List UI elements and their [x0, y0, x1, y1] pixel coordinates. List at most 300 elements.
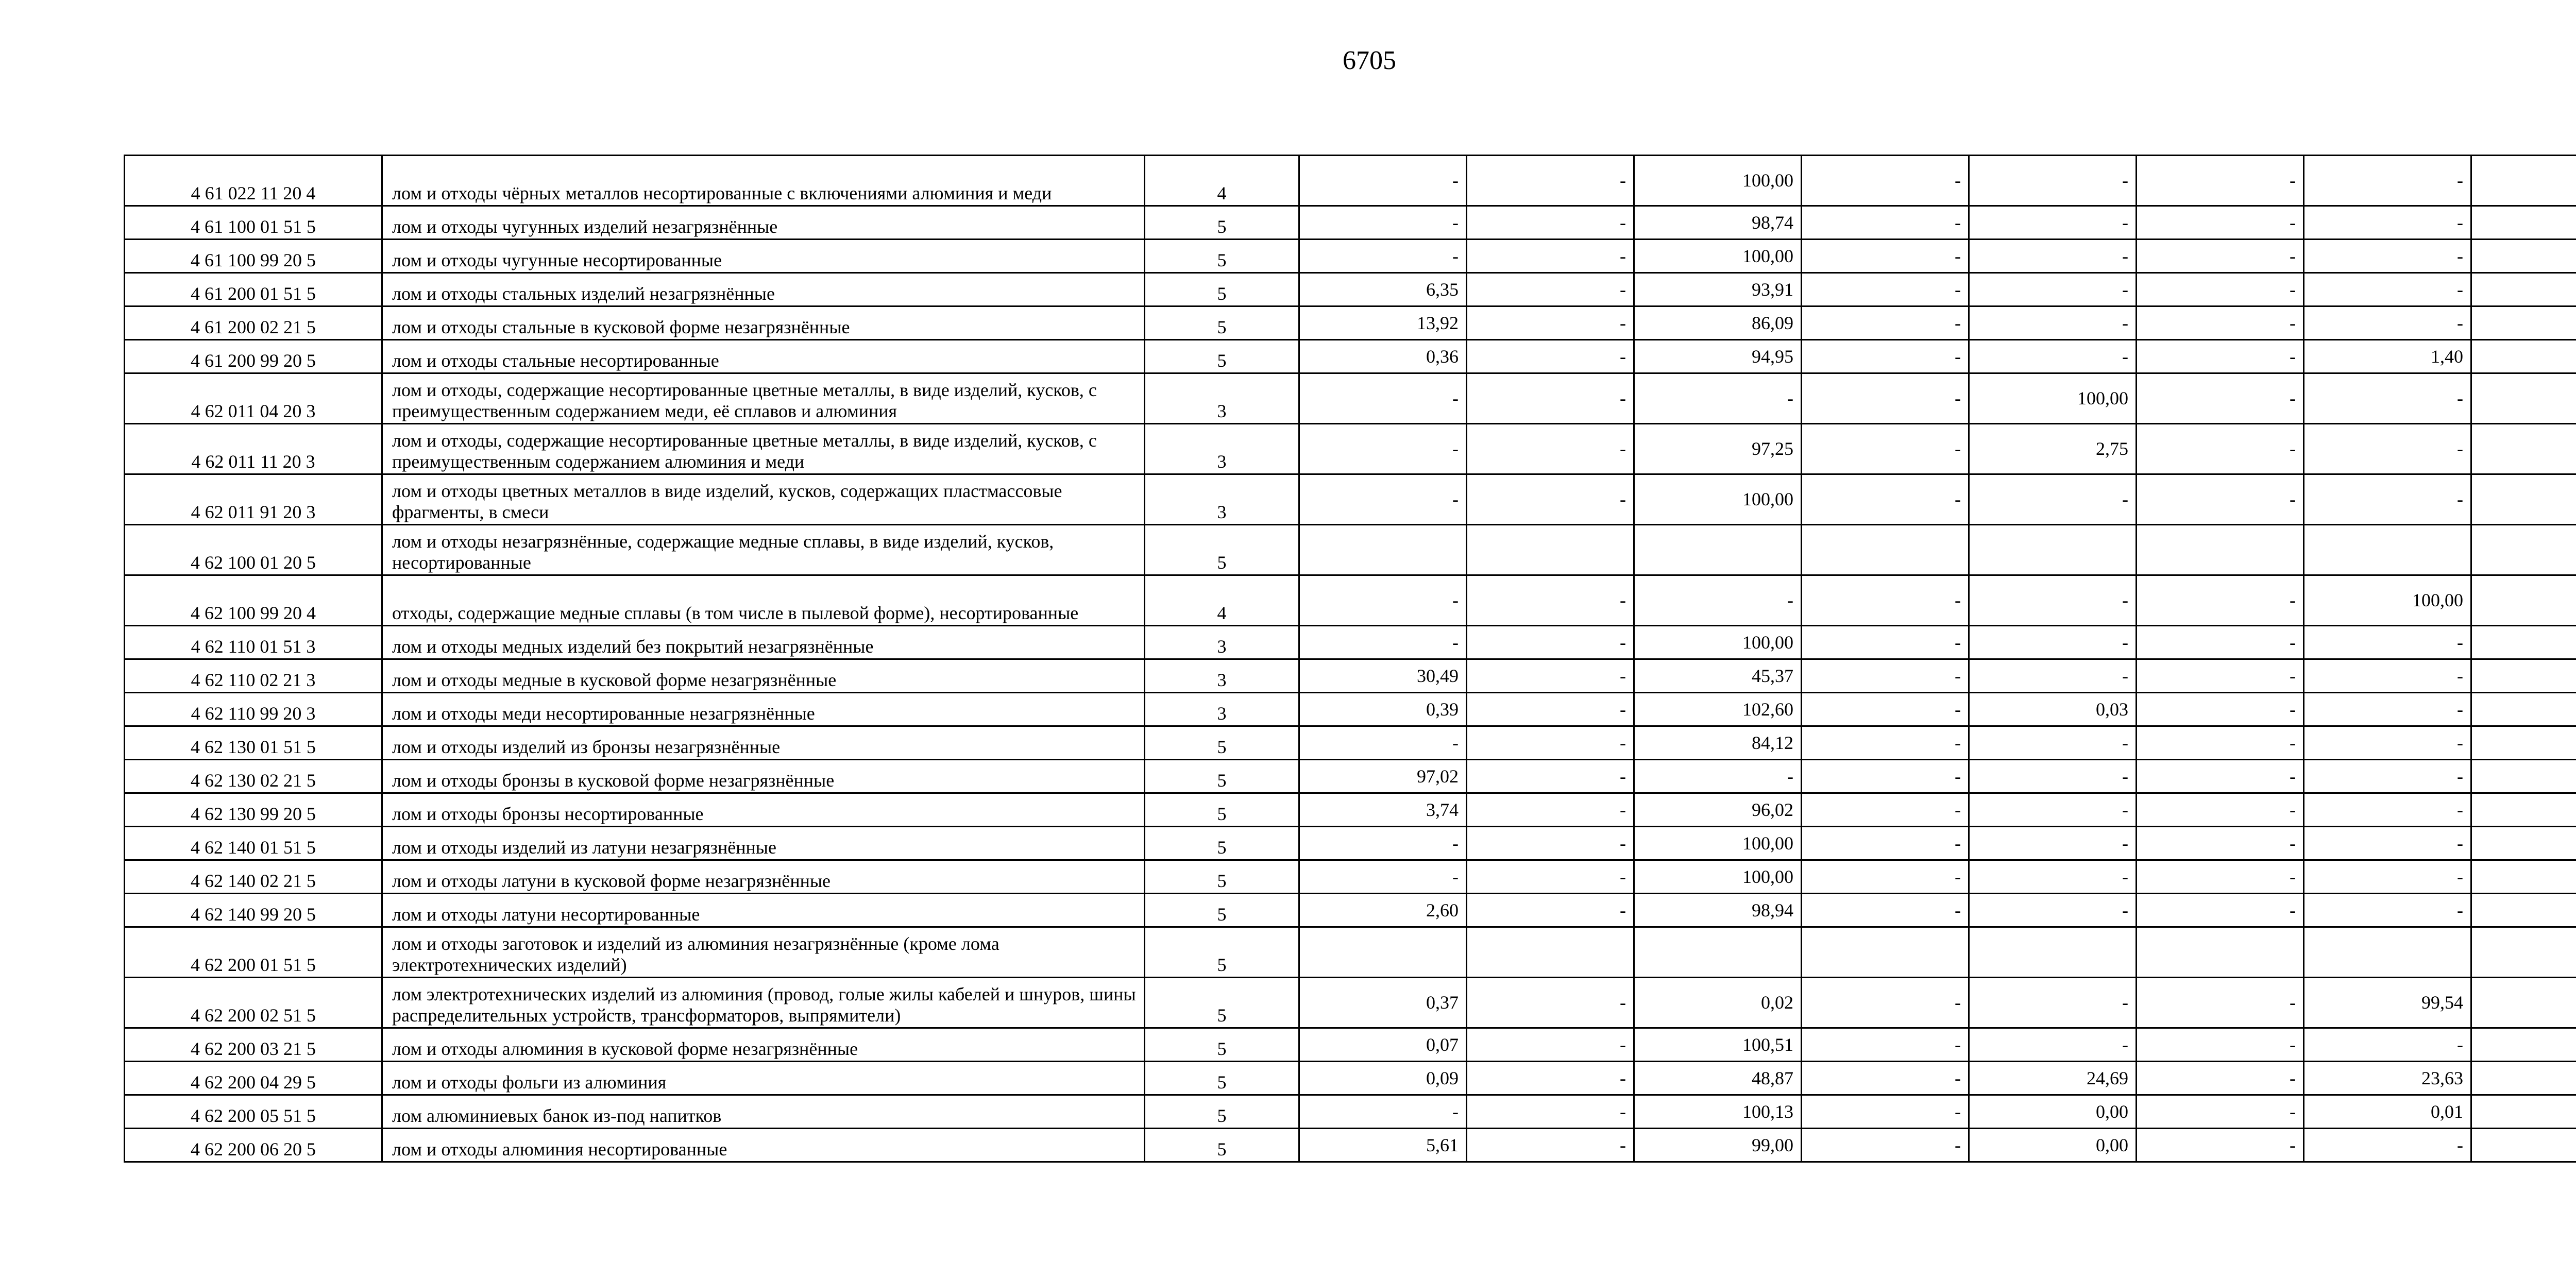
table-row: [125, 240, 2576, 273]
waste-code-cell: 4 62 110 99 20 3: [125, 693, 382, 726]
value-cell-5: 100,00: [1969, 373, 2137, 424]
table-row: [125, 1028, 2576, 1062]
value-cell-1: -: [1299, 424, 1467, 474]
value-cell-4: [1802, 525, 1969, 575]
value-cell-3: 98,74: [1634, 206, 1802, 240]
value-cell-3: 102,60: [1634, 693, 1802, 726]
waste-code-cell: 4 61 100 01 51 5: [125, 206, 382, 240]
waste-name-cell: лом и отходы, содержащие несортированные цветные металлы, в виде изделий, кусков, с преимущественным содержанием алюминия и меди: [382, 424, 1145, 474]
table-row: [125, 827, 2576, 860]
value-cell-2: [1467, 525, 1634, 575]
value-cell-2: -: [1467, 726, 1634, 760]
value-cell-6: -: [2137, 860, 2304, 894]
value-cell-3: 96,02: [1634, 793, 1802, 827]
value-cell-7: -: [2304, 693, 2471, 726]
waste-code-cell: 4 62 011 91 20 3: [125, 474, 382, 525]
waste-distribution-table: [124, 155, 2576, 1163]
value-cell-8: [2471, 760, 2576, 793]
value-cell-4: -: [1802, 693, 1969, 726]
value-cell-4: -: [1802, 726, 1969, 760]
value-cell-3: -: [1634, 575, 1802, 626]
waste-code-cell: 4 62 130 01 51 5: [125, 726, 382, 760]
value-cell-8: [2471, 894, 2576, 927]
waste-name-cell: лом и отходы бронзы несортированные: [382, 793, 1145, 827]
value-cell-1: 13,92: [1299, 306, 1467, 340]
value-cell-7: -: [2304, 424, 2471, 474]
value-cell-7: -: [2304, 1129, 2471, 1162]
waste-code-cell: 4 62 140 99 20 5: [125, 894, 382, 927]
value-cell-8: [2471, 1062, 2576, 1095]
hazard-class-cell: 5: [1145, 894, 1299, 927]
value-cell-2: -: [1467, 659, 1634, 693]
value-cell-8: [2471, 525, 2576, 575]
value-cell-7: -: [2304, 240, 2471, 273]
value-cell-2: -: [1467, 1095, 1634, 1129]
value-cell-8: [2471, 240, 2576, 273]
value-cell-3: 98,94: [1634, 894, 1802, 927]
value-cell-7: -: [2304, 474, 2471, 525]
value-cell-6: -: [2137, 1095, 2304, 1129]
value-cell-3: 45,37: [1634, 659, 1802, 693]
table-row: [125, 626, 2576, 659]
value-cell-1: -: [1299, 240, 1467, 273]
table-row: [125, 793, 2576, 827]
waste-name-cell: лом и отходы фольги из алюминия: [382, 1062, 1145, 1095]
value-cell-8: [2471, 860, 2576, 894]
waste-name-cell: лом и отходы стальные в кусковой форме незагрязнённые: [382, 306, 1145, 340]
value-cell-2: [1467, 927, 1634, 978]
table-row: [125, 206, 2576, 240]
value-cell-5: -: [1969, 206, 2137, 240]
hazard-class-cell: 5: [1145, 206, 1299, 240]
value-cell-8: [2471, 1095, 2576, 1129]
table-row: [125, 474, 2576, 525]
value-cell-8: [2471, 793, 2576, 827]
value-cell-4: -: [1802, 424, 1969, 474]
waste-name-cell: лом и отходы чугунных изделий незагрязнённые: [382, 206, 1145, 240]
hazard-class-cell: 5: [1145, 1129, 1299, 1162]
hazard-class-cell: 5: [1145, 340, 1299, 373]
value-cell-6: -: [2137, 156, 2304, 206]
value-cell-6: -: [2137, 726, 2304, 760]
value-cell-6: -: [2137, 340, 2304, 373]
table-row: [125, 340, 2576, 373]
hazard-class-cell: 5: [1145, 240, 1299, 273]
value-cell-6: -: [2137, 575, 2304, 626]
hazard-class-cell: 3: [1145, 659, 1299, 693]
table-row: [125, 525, 2576, 575]
waste-code-cell: 4 62 200 02 51 5: [125, 978, 382, 1028]
waste-code-cell: 4 62 130 02 21 5: [125, 760, 382, 793]
value-cell-1: 5,61: [1299, 1129, 1467, 1162]
value-cell-5: -: [1969, 575, 2137, 626]
value-cell-3: 0,02: [1634, 978, 1802, 1028]
value-cell-4: [1802, 927, 1969, 978]
table-row: [125, 373, 2576, 424]
table-row: [125, 1129, 2576, 1162]
value-cell-7: -: [2304, 156, 2471, 206]
value-cell-6: [2137, 927, 2304, 978]
value-cell-8: [2471, 659, 2576, 693]
value-cell-2: -: [1467, 240, 1634, 273]
value-cell-5: 0,00: [1969, 1129, 2137, 1162]
table-row: [125, 726, 2576, 760]
table-row: [125, 860, 2576, 894]
value-cell-8: [2471, 626, 2576, 659]
value-cell-8: [2471, 373, 2576, 424]
waste-name-cell: лом и отходы стальные несортированные: [382, 340, 1145, 373]
hazard-class-cell: 5: [1145, 1028, 1299, 1062]
value-cell-2: -: [1467, 206, 1634, 240]
waste-code-cell: 4 61 200 99 20 5: [125, 340, 382, 373]
table-row: [125, 575, 2576, 626]
waste-code-cell: 4 62 011 11 20 3: [125, 424, 382, 474]
value-cell-8: [2471, 273, 2576, 306]
value-cell-7: -: [2304, 860, 2471, 894]
hazard-class-cell: 5: [1145, 306, 1299, 340]
value-cell-8: [2471, 156, 2576, 206]
value-cell-1: -: [1299, 206, 1467, 240]
value-cell-4: -: [1802, 306, 1969, 340]
value-cell-4: -: [1802, 575, 1969, 626]
value-cell-3: 48,87: [1634, 1062, 1802, 1095]
value-cell-7: 0,01: [2304, 1095, 2471, 1129]
hazard-class-cell: 3: [1145, 373, 1299, 424]
value-cell-1: [1299, 525, 1467, 575]
hazard-class-cell: 5: [1145, 793, 1299, 827]
value-cell-7: 23,63: [2304, 1062, 2471, 1095]
table-row: [125, 156, 2576, 206]
value-cell-8: [2471, 827, 2576, 860]
value-cell-4: -: [1802, 827, 1969, 860]
value-cell-1: -: [1299, 474, 1467, 525]
value-cell-3: 94,95: [1634, 340, 1802, 373]
value-cell-1: -: [1299, 1095, 1467, 1129]
value-cell-8: [2471, 340, 2576, 373]
value-cell-6: -: [2137, 273, 2304, 306]
value-cell-1: [1299, 927, 1467, 978]
value-cell-4: -: [1802, 1095, 1969, 1129]
value-cell-4: -: [1802, 1129, 1969, 1162]
value-cell-7: -: [2304, 659, 2471, 693]
value-cell-6: -: [2137, 1129, 2304, 1162]
value-cell-1: -: [1299, 860, 1467, 894]
value-cell-3: 100,00: [1634, 156, 1802, 206]
value-cell-2: -: [1467, 424, 1634, 474]
value-cell-1: 0,09: [1299, 1062, 1467, 1095]
hazard-class-cell: 5: [1145, 927, 1299, 978]
value-cell-4: -: [1802, 894, 1969, 927]
value-cell-5: -: [1969, 240, 2137, 273]
value-cell-2: -: [1467, 373, 1634, 424]
waste-code-cell: 4 62 140 01 51 5: [125, 827, 382, 860]
value-cell-2: -: [1467, 1129, 1634, 1162]
hazard-class-cell: 5: [1145, 525, 1299, 575]
value-cell-3: 93,91: [1634, 273, 1802, 306]
waste-code-cell: 4 62 140 02 21 5: [125, 860, 382, 894]
value-cell-4: -: [1802, 860, 1969, 894]
waste-name-cell: лом и отходы алюминия в кусковой форме незагрязнённые: [382, 1028, 1145, 1062]
value-cell-3: 100,13: [1634, 1095, 1802, 1129]
value-cell-5: -: [1969, 273, 2137, 306]
value-cell-1: -: [1299, 373, 1467, 424]
value-cell-1: -: [1299, 156, 1467, 206]
value-cell-7: -: [2304, 1028, 2471, 1062]
value-cell-5: -: [1969, 827, 2137, 860]
value-cell-2: -: [1467, 306, 1634, 340]
value-cell-2: -: [1467, 693, 1634, 726]
value-cell-2: -: [1467, 894, 1634, 927]
value-cell-6: [2137, 525, 2304, 575]
waste-name-cell: лом и отходы меди несортированные незагрязнённые: [382, 693, 1145, 726]
value-cell-4: -: [1802, 626, 1969, 659]
hazard-class-cell: 5: [1145, 827, 1299, 860]
value-cell-7: -: [2304, 726, 2471, 760]
value-cell-6: -: [2137, 1062, 2304, 1095]
value-cell-3: 86,09: [1634, 306, 1802, 340]
waste-name-cell: лом и отходы стальных изделий незагрязнённые: [382, 273, 1145, 306]
waste-code-cell: 4 62 200 01 51 5: [125, 927, 382, 978]
waste-code-cell: 4 61 200 01 51 5: [125, 273, 382, 306]
value-cell-1: 2,60: [1299, 894, 1467, 927]
value-cell-3: 99,00: [1634, 1129, 1802, 1162]
hazard-class-cell: 5: [1145, 1062, 1299, 1095]
value-cell-8: [2471, 206, 2576, 240]
value-cell-6: -: [2137, 693, 2304, 726]
value-cell-6: -: [2137, 206, 2304, 240]
waste-code-cell: 4 62 200 04 29 5: [125, 1062, 382, 1095]
value-cell-5: -: [1969, 306, 2137, 340]
table-row: [125, 693, 2576, 726]
table-row: [125, 1095, 2576, 1129]
value-cell-5: 24,69: [1969, 1062, 2137, 1095]
hazard-class-cell: 5: [1145, 860, 1299, 894]
value-cell-5: [1969, 927, 2137, 978]
page-number: 6705: [1343, 46, 1396, 75]
value-cell-3: 100,00: [1634, 827, 1802, 860]
waste-name-cell: лом и отходы латуни несортированные: [382, 894, 1145, 927]
value-cell-3: 100,00: [1634, 860, 1802, 894]
value-cell-5: [1969, 525, 2137, 575]
waste-name-cell: лом алюминиевых банок из-под напитков: [382, 1095, 1145, 1129]
value-cell-4: -: [1802, 760, 1969, 793]
value-cell-5: -: [1969, 978, 2137, 1028]
table-body: [125, 156, 2576, 1162]
waste-name-cell: отходы, содержащие медные сплавы (в том числе в пылевой форме), несортированные: [382, 575, 1145, 626]
value-cell-6: -: [2137, 978, 2304, 1028]
value-cell-7: 99,54: [2304, 978, 2471, 1028]
value-cell-1: 30,49: [1299, 659, 1467, 693]
value-cell-7: -: [2304, 894, 2471, 927]
waste-name-cell: лом и отходы чугунные несортированные: [382, 240, 1145, 273]
value-cell-5: -: [1969, 760, 2137, 793]
table-row: [125, 1062, 2576, 1095]
value-cell-4: -: [1802, 240, 1969, 273]
table-row: [125, 760, 2576, 793]
value-cell-2: -: [1467, 760, 1634, 793]
table-row: [125, 659, 2576, 693]
value-cell-4: -: [1802, 156, 1969, 206]
waste-name-cell: лом и отходы изделий из латуни незагрязнённые: [382, 827, 1145, 860]
value-cell-7: [2304, 927, 2471, 978]
waste-name-cell: лом и отходы алюминия несортированные: [382, 1129, 1145, 1162]
value-cell-3: -: [1634, 373, 1802, 424]
hazard-class-cell: 5: [1145, 726, 1299, 760]
value-cell-1: -: [1299, 827, 1467, 860]
waste-name-cell: лом и отходы латуни в кусковой форме незагрязнённые: [382, 860, 1145, 894]
value-cell-1: -: [1299, 575, 1467, 626]
waste-code-cell: 4 61 200 02 21 5: [125, 306, 382, 340]
value-cell-6: -: [2137, 306, 2304, 340]
value-cell-7: -: [2304, 206, 2471, 240]
value-cell-7: 1,40: [2304, 340, 2471, 373]
waste-code-cell: 4 62 110 01 51 3: [125, 626, 382, 659]
value-cell-5: 0,03: [1969, 693, 2137, 726]
hazard-class-cell: 3: [1145, 626, 1299, 659]
table-row: [125, 306, 2576, 340]
value-cell-1: 0,07: [1299, 1028, 1467, 1062]
hazard-class-cell: 4: [1145, 575, 1299, 626]
value-cell-7: -: [2304, 793, 2471, 827]
value-cell-3: 100,51: [1634, 1028, 1802, 1062]
value-cell-8: [2471, 693, 2576, 726]
value-cell-2: -: [1467, 273, 1634, 306]
value-cell-4: -: [1802, 1062, 1969, 1095]
value-cell-6: -: [2137, 373, 2304, 424]
hazard-class-cell: 3: [1145, 424, 1299, 474]
value-cell-4: -: [1802, 793, 1969, 827]
value-cell-2: -: [1467, 1028, 1634, 1062]
value-cell-6: -: [2137, 793, 2304, 827]
value-cell-3: [1634, 927, 1802, 978]
value-cell-4: -: [1802, 273, 1969, 306]
value-cell-3: 84,12: [1634, 726, 1802, 760]
value-cell-6: -: [2137, 626, 2304, 659]
table-row: [125, 978, 2576, 1028]
value-cell-8: [2471, 726, 2576, 760]
value-cell-4: -: [1802, 1028, 1969, 1062]
waste-name-cell: лом и отходы медных изделий без покрытий незагрязнённые: [382, 626, 1145, 659]
waste-code-cell: 4 62 110 02 21 3: [125, 659, 382, 693]
waste-code-cell: 4 62 200 06 20 5: [125, 1129, 382, 1162]
value-cell-1: 6,35: [1299, 273, 1467, 306]
waste-code-cell: 4 61 100 99 20 5: [125, 240, 382, 273]
value-cell-5: -: [1969, 1028, 2137, 1062]
value-cell-3: 97,25: [1634, 424, 1802, 474]
hazard-class-cell: 4: [1145, 156, 1299, 206]
value-cell-1: 0,36: [1299, 340, 1467, 373]
value-cell-4: -: [1802, 206, 1969, 240]
hazard-class-cell: 5: [1145, 760, 1299, 793]
value-cell-7: -: [2304, 827, 2471, 860]
value-cell-5: -: [1969, 726, 2137, 760]
table-row: [125, 424, 2576, 474]
value-cell-4: -: [1802, 978, 1969, 1028]
waste-name-cell: лом и отходы медные в кусковой форме незагрязнённые: [382, 659, 1145, 693]
value-cell-5: 2,75: [1969, 424, 2137, 474]
value-cell-2: -: [1467, 626, 1634, 659]
waste-name-cell: лом электротехнических изделий из алюминия (провод, голые жилы кабелей и шнуров, шины распределительных устройств, трансформаторов, выпрямители): [382, 978, 1145, 1028]
value-cell-2: -: [1467, 827, 1634, 860]
value-cell-4: -: [1802, 659, 1969, 693]
value-cell-4: -: [1802, 474, 1969, 525]
value-cell-2: -: [1467, 978, 1634, 1028]
value-cell-8: [2471, 575, 2576, 626]
value-cell-6: -: [2137, 894, 2304, 927]
waste-name-cell: лом и отходы цветных металлов в виде изделий, кусков, содержащих пластмассовые фрагменты, в смеси: [382, 474, 1145, 525]
value-cell-5: -: [1969, 340, 2137, 373]
value-cell-1: -: [1299, 626, 1467, 659]
value-cell-8: [2471, 424, 2576, 474]
value-cell-3: 100,00: [1634, 626, 1802, 659]
waste-code-cell: 4 62 130 99 20 5: [125, 793, 382, 827]
hazard-class-cell: 5: [1145, 1095, 1299, 1129]
value-cell-2: -: [1467, 1062, 1634, 1095]
value-cell-7: -: [2304, 373, 2471, 424]
value-cell-7: 100,00: [2304, 575, 2471, 626]
value-cell-1: 0,39: [1299, 693, 1467, 726]
value-cell-5: -: [1969, 156, 2137, 206]
value-cell-6: -: [2137, 760, 2304, 793]
value-cell-5: -: [1969, 659, 2137, 693]
value-cell-8: [2471, 474, 2576, 525]
value-cell-1: 97,02: [1299, 760, 1467, 793]
waste-code-cell: 4 62 200 03 21 5: [125, 1028, 382, 1062]
value-cell-3: 100,00: [1634, 474, 1802, 525]
value-cell-8: [2471, 978, 2576, 1028]
value-cell-5: -: [1969, 860, 2137, 894]
waste-code-cell: 4 62 200 05 51 5: [125, 1095, 382, 1129]
hazard-class-cell: 5: [1145, 273, 1299, 306]
waste-name-cell: лом и отходы заготовок и изделий из алюминия незагрязнённые (кроме лома электротехнических изделий): [382, 927, 1145, 978]
value-cell-6: -: [2137, 827, 2304, 860]
value-cell-2: -: [1467, 156, 1634, 206]
value-cell-8: [2471, 1129, 2576, 1162]
value-cell-7: -: [2304, 306, 2471, 340]
value-cell-5: -: [1969, 894, 2137, 927]
value-cell-4: -: [1802, 340, 1969, 373]
value-cell-5: -: [1969, 626, 2137, 659]
waste-name-cell: лом и отходы бронзы в кусковой форме незагрязнённые: [382, 760, 1145, 793]
value-cell-5: 0,00: [1969, 1095, 2137, 1129]
waste-code-cell: 4 61 022 11 20 4: [125, 156, 382, 206]
value-cell-2: -: [1467, 474, 1634, 525]
value-cell-6: -: [2137, 659, 2304, 693]
hazard-class-cell: 3: [1145, 474, 1299, 525]
waste-code-cell: 4 62 100 99 20 4: [125, 575, 382, 626]
value-cell-2: -: [1467, 793, 1634, 827]
waste-name-cell: лом и отходы незагрязнённые, содержащие медные сплавы, в виде изделий, кусков, несортированные: [382, 525, 1145, 575]
value-cell-6: -: [2137, 474, 2304, 525]
waste-name-cell: лом и отходы, содержащие несортированные цветные металлы, в виде изделий, кусков, с преимущественным содержанием меди, её сплавов и алюминия: [382, 373, 1145, 424]
value-cell-1: -: [1299, 726, 1467, 760]
value-cell-3: -: [1634, 760, 1802, 793]
value-cell-8: [2471, 927, 2576, 978]
value-cell-7: [2304, 525, 2471, 575]
value-cell-7: -: [2304, 760, 2471, 793]
waste-code-cell: 4 62 100 01 20 5: [125, 525, 382, 575]
waste-name-cell: лом и отходы изделий из бронзы незагрязнённые: [382, 726, 1145, 760]
value-cell-3: 100,00: [1634, 240, 1802, 273]
table-row: [125, 927, 2576, 978]
value-cell-5: -: [1969, 474, 2137, 525]
hazard-class-cell: 3: [1145, 693, 1299, 726]
waste-name-cell: лом и отходы чёрных металлов несортированные с включениями алюминия и меди: [382, 156, 1145, 206]
value-cell-5: -: [1969, 793, 2137, 827]
value-cell-1: 0,37: [1299, 978, 1467, 1028]
value-cell-6: -: [2137, 240, 2304, 273]
value-cell-2: -: [1467, 575, 1634, 626]
